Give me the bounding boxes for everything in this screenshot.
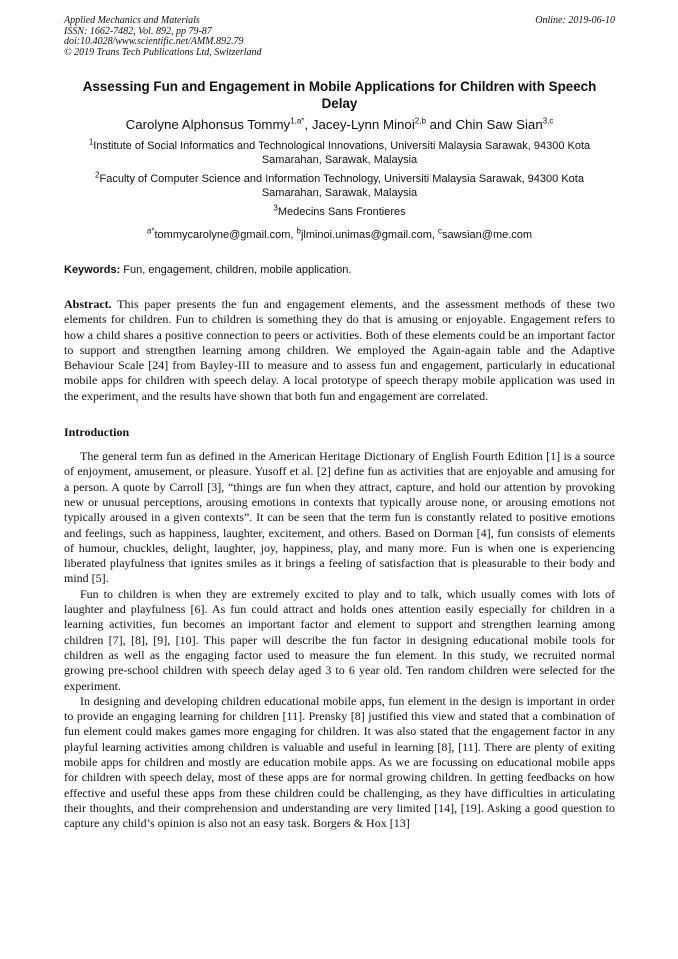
keywords-label: Keywords:	[64, 264, 121, 276]
journal-name: Applied Mechanics and Materials	[64, 15, 200, 26]
affiliation-mark: 2	[95, 170, 100, 180]
email-mark: c	[438, 226, 443, 236]
section-heading-introduction: Introduction	[64, 425, 130, 440]
paper-page	[64, 16, 615, 832]
author-affiliation-mark: 3,c	[542, 116, 554, 126]
affiliation-text: Medecins Sans Frontieres	[277, 206, 406, 218]
email-address: sawsian@me.com	[442, 229, 533, 241]
affiliation-mark: 1	[88, 137, 94, 147]
author-affiliation-mark: 1,a*	[290, 116, 305, 126]
author-name: Jacey-Lynn Minoi	[311, 117, 415, 132]
affiliation	[64, 172, 615, 200]
journal-issn: ISSN: 1662-7482, Vol. 892, pp 79-87	[64, 25, 212, 37]
keywords	[64, 263, 615, 277]
journal-doi: doi:10.4028/www.scientific.net/AMM.892.79	[64, 36, 244, 47]
body-paragraph: The general term fun as defined in the American Heritage Dictionary of English Fourth Edition [1] is a source of enjoyment, amusement, or pleasure. Yusoff et al. [2] define fun as activities that are enjoyable and amusing for a person. A quote by Carroll [3], “things are fun when they attract, capture, and hold our attention by provoking new or unusual perceptions, arousing emotions in contexts that typically arouse none, or arousing emotions not typically aroused in a given contexts”. It can be seen that the term fun is constantly related to positive emotions and feelings, such as happiness, laughter, excitement, and others. Based on Dorman [4], fun consists of elements of humour, chuckles, delight, laughter, joy, happiness, play, and many more. Fun is when one is experiencing liberated playfulness that ignites smiles as it brings a feeling of satisfaction that is pleasurable to their body and mind [5].	[64, 449, 615, 586]
author-separator: ,	[304, 117, 312, 132]
affiliation	[64, 139, 615, 167]
journal-header	[64, 16, 615, 58]
keywords-text: Fun, engagement, children, mobile application.	[120, 264, 352, 276]
email-address: tommycarolyne@gmail.com,	[154, 229, 297, 241]
author-emails	[64, 228, 615, 242]
affiliation-text: Institute of Social Informatics and Technological Innovations, Universiti Malaysia Sarawak, 94300 Kota Samarahan, Sarawak, Malaysia	[93, 140, 591, 166]
journal-info	[64, 16, 262, 58]
abstract	[64, 297, 615, 404]
affiliation-mark: 3	[273, 203, 278, 213]
email-mark: b	[296, 226, 301, 236]
email-mark: a*	[146, 226, 155, 236]
author-name: Carolyne Alphonsus Tommy	[125, 117, 291, 132]
online-date: Online: 2019-06-10	[535, 15, 615, 26]
body-paragraph: Fun to children is when they are extremely excited to play and to talk, which usually comes with lots of laughter and playfulness [6]. As fun could attract and holds ones attention easily especially for children in a learning activities, fun becomes an important factor and element to support and strengthen learning among children [7], [8], [9], [10]. This paper will describe the fun factor in designing educational mobile tools for children as well as the engaging factor used to measure the fun element. In this study, we recruited normal growing pre-school children with speech delay aged 3 to 6 year old. Ten random children were selected for the experiment.	[64, 586, 615, 693]
affiliation	[64, 205, 615, 219]
body-paragraph: In designing and developing children educational mobile apps, fun element in the design is important in order to provide an engaging learning for children [11]. Prensky [8] justified this view and stated that a combination of fun element could makes games more engaging for children. It was also stated that the engagement factor in any playful learning activities among children is valuable and useful in learning [8], [11]. There are plenty of exiting mobile apps for children and mostly are education mobile apps. As we are focussing on educational mobile apps for children with speech delay, most of these apps are for normal growing children. In getting feedbacks on how effective and useful these apps from these children could be challenging, as they have difficulties in articulating their thoughts, and their comprehension and understanding are very limited [14], [19]. Asking a good question to capture any child’s opinion is also not an easy task. Borgers & Hox [13]	[64, 693, 615, 831]
author-separator: and	[425, 117, 456, 132]
author-affiliation-mark: 2,b	[414, 116, 426, 126]
email-address: jlminoi.unimas@gmail.com,	[300, 229, 439, 241]
abstract-label: Abstract.	[64, 297, 112, 311]
abstract-text: This paper presents the fun and engagement elements, and the assessment methods of these two elements for children. Fun to children is something they do that is amusing or enjoyable. Engagement refers to how a child shares a positive connection to peers or activities. Both of these elements could be an important factor to support and strengthen learning among children. We employed the Again-again table and the Adaptive Behaviour Scale [24] from Bayley-III to measure and to assess fun and engagement, particularly in educational mobile apps for children with speech delay. A local prototype of speech therapy mobile application was used in the experiment, and the results have shown that both fun and engagement are correlated.	[64, 297, 615, 403]
affiliation-text: Faculty of Computer Science and Information Technology, Universiti Malaysia Sarawak, 94300 Kota Samarahan, Sarawak, Malaysia	[99, 173, 584, 199]
paper-title: Assessing Fun and Engagement in Mobile Applications for Children with Speech Delay	[82, 79, 597, 111]
journal-copyright: © 2019 Trans Tech Publications Ltd, Switzerland	[64, 46, 262, 58]
author-list	[64, 115, 615, 134]
author-name: Chin Saw Sian	[455, 117, 543, 132]
